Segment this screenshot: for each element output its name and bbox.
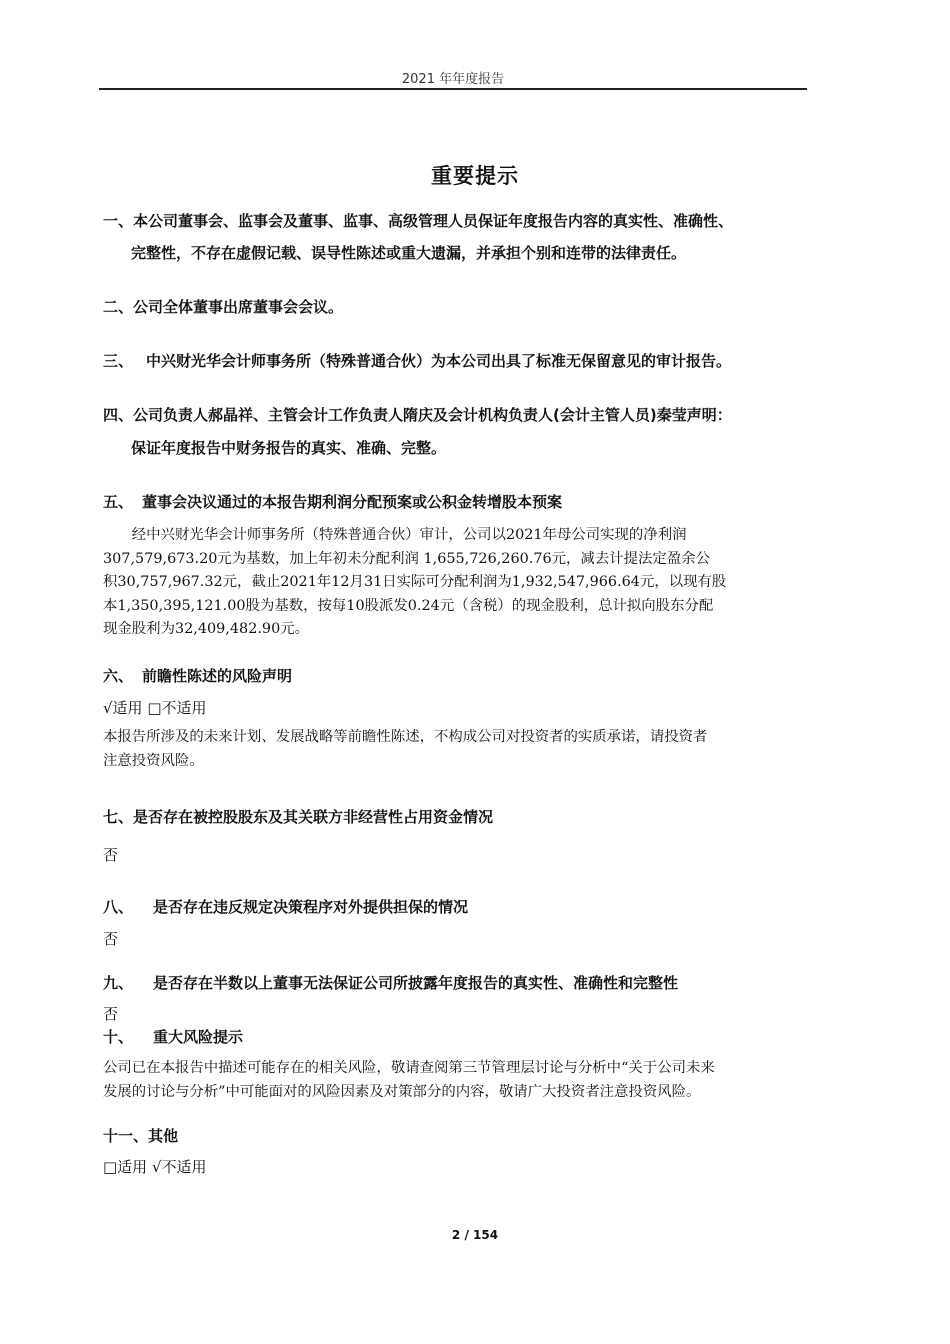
- section-6-number: 六、: [103, 667, 134, 685]
- section-6-body: [103, 726, 807, 773]
- section-5-body: [103, 524, 807, 642]
- section-5-body-line: 经中兴财光华会计师事务所（特殊普通合伙）审计，公司以2021年母公司实现的净利润: [103, 527, 687, 543]
- section-10-body-line: 发展的讨论与分析”中可能面对的风险因素及对策部分的内容，敬请广大投资者注意投资风险。: [103, 1083, 701, 1100]
- section-6-options: √适用 □不适用: [103, 699, 207, 717]
- section-8-answer: 否: [103, 930, 119, 948]
- section-10-body-line: 公司已在本报告中描述可能存在的相关风险，敬请查阅第三节管理层讨论与分析中“关于公司未来: [103, 1060, 715, 1076]
- section-10-body: [103, 1057, 807, 1104]
- section-8-number: 八、: [103, 898, 134, 916]
- page-title: 重要提示: [431, 164, 519, 188]
- section-5-number: 五、: [103, 493, 134, 511]
- section-9-heading: 是否存在半数以上董事无法保证公司所披露年度报告的真实性、准确性和完整性: [153, 974, 679, 992]
- section-3-heading: 中兴财光华会计师事务所（特殊普通合伙）为本公司出具了标准无保留意见的审计报告。: [146, 352, 732, 370]
- section-7-answer: 否: [103, 846, 119, 864]
- section-4-line1: 四、公司负责人郝晶祥、主管会计工作负责人隋庆及会计机构负责人(会计主管人员)秦莹声明：: [103, 406, 732, 424]
- section-3-number: 三、: [103, 352, 134, 370]
- section-9-number: 九、: [103, 974, 134, 992]
- section-10-heading: 重大风险提示: [153, 1028, 244, 1046]
- section-5-body-line: 本1,350,395,121.00股为基数，按每10股派发0.24元（含税）的现金股利，总计拟向股东分配: [103, 597, 714, 614]
- section-11-heading: 十一、其他: [103, 1127, 179, 1145]
- page-number: 2 / 154: [451, 1228, 499, 1242]
- section-2-heading: 二、公司全体董事出席董事会会议。: [103, 298, 344, 316]
- section-5-body-line: 307,579,673.20元为基数，加上年初未分配利润 1,655,726,260.76元，减去计提法定盈余公: [103, 550, 710, 567]
- section-5-body-line: 现金股利为32,409,482.90元。: [103, 621, 310, 637]
- header-title: 2021 年年度报告: [401, 72, 505, 87]
- page-header: [99, 60, 807, 90]
- section-6-heading: 前瞻性陈述的风险声明: [142, 667, 293, 685]
- section-11-options: □适用 √不适用: [103, 1158, 207, 1176]
- section-1-line2: 完整性，不存在虚假记载、误导性陈述或重大遗漏，并承担个别和连带的法律责任。: [131, 244, 687, 262]
- section-4-line2: 保证年度报告中财务报告的真实、准确、完整。: [131, 439, 447, 457]
- section-6-body-line: 本报告所涉及的未来计划、发展战略等前瞻性陈述，不构成公司对投资者的实质承诺，请投资者: [103, 729, 708, 745]
- section-9-answer: 否: [103, 1005, 119, 1023]
- section-5-body-line: 积30,757,967.32元，截止2021年12月31日实际可分配利润为1,932,547,966.64元，以现有股: [103, 574, 727, 590]
- header-rule: [99, 88, 807, 90]
- section-10-number: 十、: [103, 1028, 134, 1046]
- section-7-heading: 七、是否存在被控股股东及其关联方非经营性占用资金情况: [103, 808, 494, 826]
- section-1-line1: 一、本公司董事会、监事会及董事、监事、高级管理人员保证年度报告内容的真实性、准确性、: [103, 212, 734, 230]
- section-5-heading: 董事会决议通过的本报告期利润分配预案或公积金转增股本预案: [142, 493, 563, 511]
- section-8-heading: 是否存在违反规定决策程序对外提供担保的情况: [153, 898, 469, 916]
- section-6-body-line: 注意投资风险。: [103, 752, 204, 769]
